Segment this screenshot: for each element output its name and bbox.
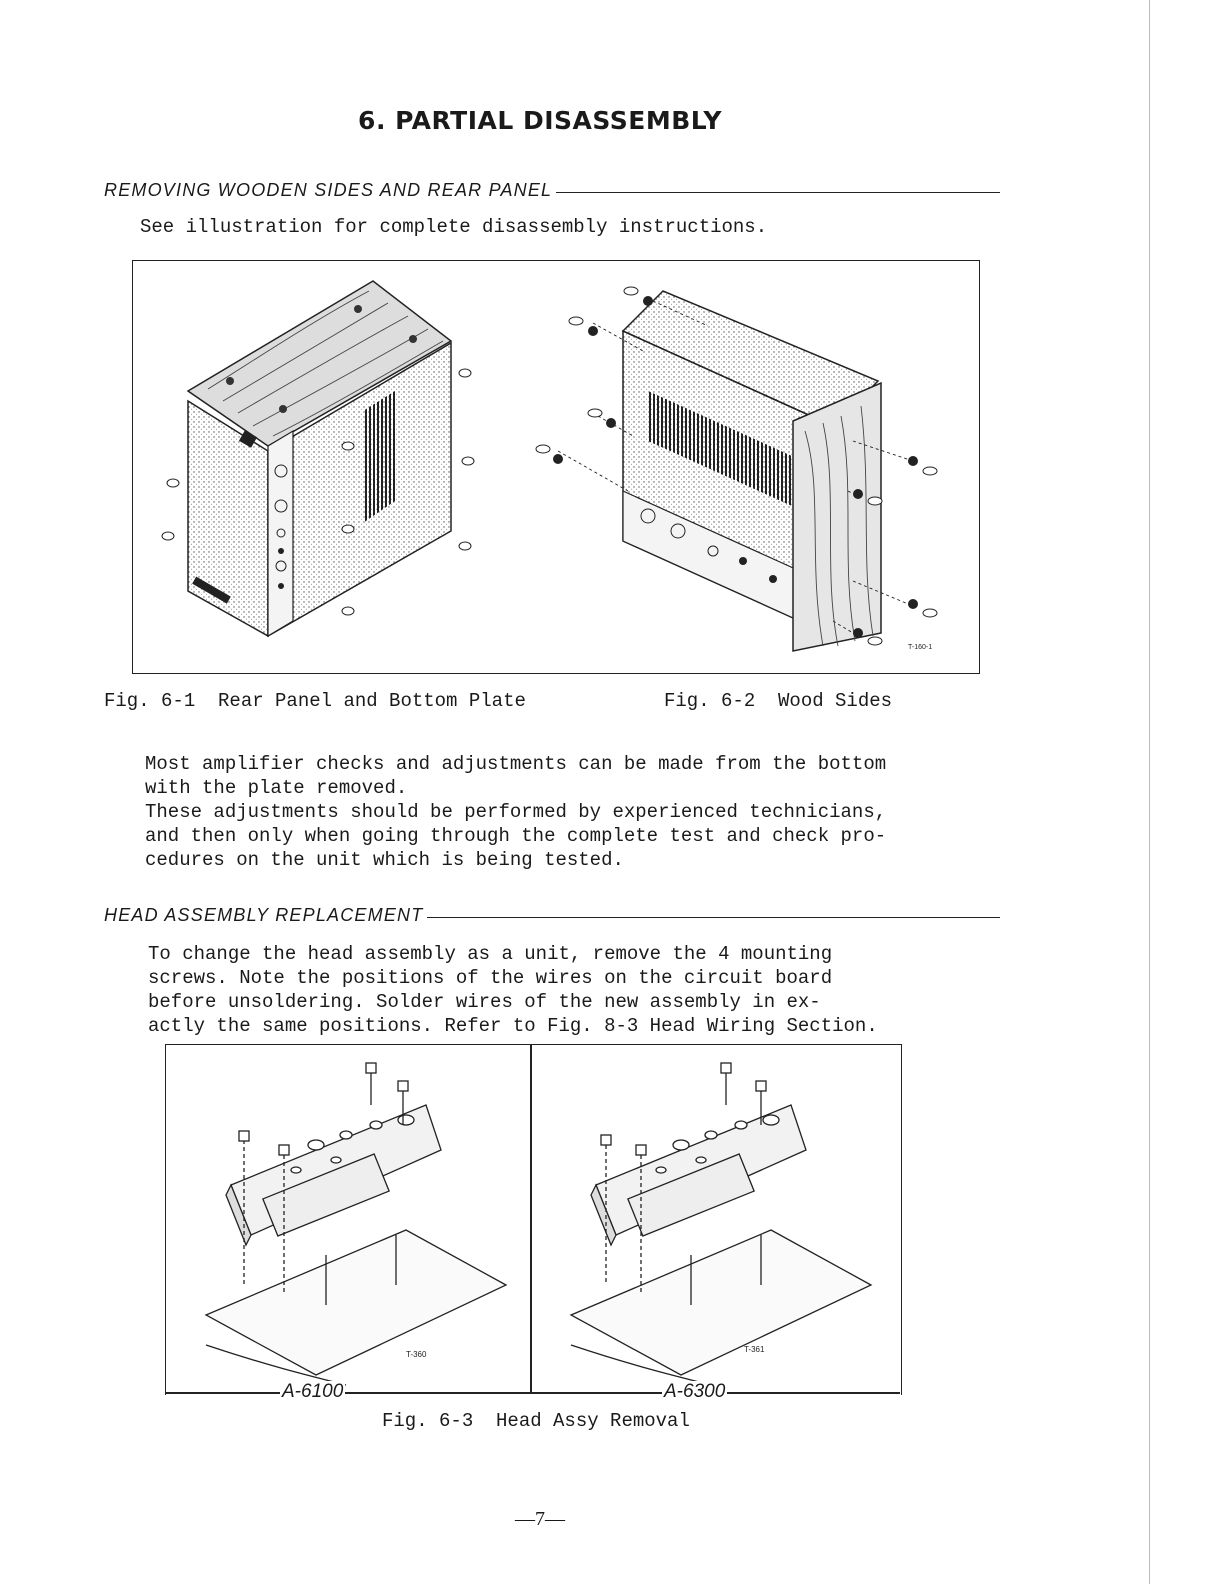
figure-code-right: T-361 <box>744 1345 765 1354</box>
section1-instruction: See illustration for complete disassembly instructions. <box>140 216 768 238</box>
heading-rule <box>427 917 1000 918</box>
page-edge-line <box>1149 0 1150 1584</box>
paragraph-line: before unsoldering. Solder wires of the new assembly in ex- <box>148 991 821 1013</box>
figure-6-1-6-2 <box>132 260 980 674</box>
heading-rule <box>556 192 1000 193</box>
section-heading-wooden-sides <box>104 180 1000 201</box>
figure-6-3-caption: Fig. 6-3 Head Assy Removal <box>382 1410 690 1432</box>
model-label-a6100: A-6100 <box>282 1381 344 1402</box>
page-number: —7— <box>515 1508 565 1530</box>
head-assembly-a6300 <box>571 1063 871 1385</box>
head-assembly-a6100 <box>206 1063 506 1385</box>
section-heading-head-assembly <box>104 905 1000 926</box>
head-assembly-paragraph <box>148 942 878 1038</box>
head-assembly-illustration <box>166 1045 901 1393</box>
section-heading-text: REMOVING WOODEN SIDES AND REAR PANEL <box>104 180 553 200</box>
page-title: 6. PARTIAL DISASSEMBLY <box>358 106 722 135</box>
section-heading-text: HEAD ASSEMBLY REPLACEMENT <box>104 905 424 925</box>
figure-6-1-caption: Fig. 6-1 Rear Panel and Bottom Plate <box>104 690 526 712</box>
amplifier-disassembly-illustration <box>133 261 978 672</box>
figure-6-2-caption: Fig. 6-2 Wood Sides <box>664 690 893 712</box>
paragraph-line: cedures on the unit which is being tested. <box>145 849 624 871</box>
amplifier-checks-paragraph <box>145 752 886 872</box>
figure-6-3 <box>165 1044 902 1402</box>
figure-bottom-rule <box>165 1392 900 1394</box>
figure-code-left: T-360 <box>406 1350 427 1359</box>
paragraph-line: screws. Note the positions of the wires on the circuit board <box>148 967 833 989</box>
paragraph-line: Most amplifier checks and adjustments can be made from the bottom <box>145 753 887 775</box>
paragraph-line: These adjustments should be performed by experienced technicians, <box>145 801 887 823</box>
paragraph-line: with the plate removed. <box>145 777 408 799</box>
paragraph-line: actly the same positions. Refer to Fig. 8-3 Head Wiring Section. <box>148 1015 878 1037</box>
paragraph-line: and then only when going through the complete test and check pro- <box>145 825 887 847</box>
figure-code: T-160-1 <box>908 644 933 651</box>
model-label-a6300: A-6300 <box>664 1381 726 1402</box>
paragraph-line: To change the head assembly as a unit, remove the 4 mounting <box>148 943 833 965</box>
